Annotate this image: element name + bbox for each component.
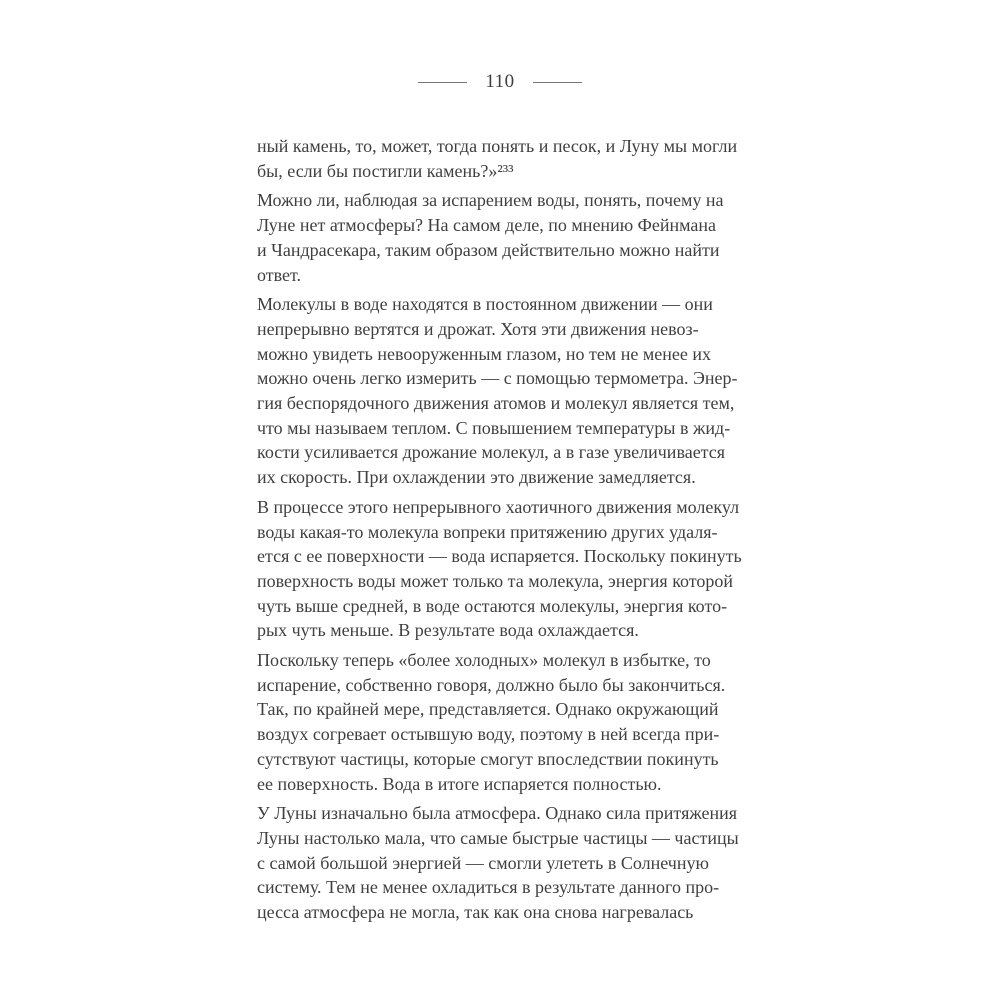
paragraph-5 <box>257 648 745 796</box>
text-line: В процессе этого непрерывного хаотичного движения молекул <box>257 496 740 517</box>
text-line: и Чандрасекара, таким образом действительно можно найти <box>257 239 720 260</box>
text-line: рых чуть меньше. В результате вода охлаждается. <box>257 620 639 641</box>
page-number: 110 <box>485 71 515 92</box>
text-line: сутствуют частицы, которые смогут впоследствии покинуть <box>257 748 719 769</box>
text-block <box>257 134 745 930</box>
text-line: Поскольку теперь «более холодных» молекул в избытке, то <box>257 650 711 671</box>
page-header <box>0 71 1000 93</box>
paragraph-3 <box>257 292 745 490</box>
text-line: Луны настолько мала, что самые быстрые частицы — частицы <box>257 827 739 848</box>
text-line: Молекулы в воде находятся в постоянном движении — они <box>257 294 713 315</box>
text-line: поверхность воды может только та молекула, энергия которой <box>257 570 734 591</box>
text-line: воды какая-то молекула вопреки притяжению других удаля- <box>257 521 718 542</box>
text-line: Луне нет атмосферы? На самом деле, по мнению Фейнмана <box>257 215 716 236</box>
text-line: бы, если бы постигли камень?»²³³ <box>257 160 514 181</box>
text-line: испарение, собственно говоря, должно было бы закончиться. <box>257 674 726 695</box>
text-line: воздух согревает остывшую воду, поэтому в ней всегда при- <box>257 724 720 745</box>
paragraph-4 <box>257 495 745 643</box>
paragraph-1 <box>257 134 745 183</box>
text-line: можно увидеть невооруженным глазом, но тем не менее их <box>257 343 711 364</box>
text-line: ный камень, то, может, тогда понять и песок, и Луну мы могли <box>257 136 738 156</box>
paragraph-2 <box>257 188 745 287</box>
text-line: цесса атмосфера не могла, так как она снова нагревалась <box>257 902 694 923</box>
text-line: чуть выше средней, в воде остаются молекулы, энергия кото- <box>257 595 728 616</box>
text-line: что мы называем теплом. С повышением температуры в жид- <box>257 417 731 438</box>
text-line: можно очень легко измерить — с помощью термометра. Энер- <box>257 368 738 389</box>
text-line: кости усиливается дрожание молекул, а в газе увеличивается <box>257 442 726 463</box>
text-line: Так, по крайней мере, представляется. Однако окружающий <box>257 699 719 720</box>
header-rule-right <box>533 82 582 83</box>
header-rule-left <box>418 82 467 83</box>
text-line: ее поверхность. Вода в итоге испаряется полностью. <box>257 773 662 794</box>
paragraph-6 <box>257 801 745 925</box>
text-line: непрерывно вертятся и дрожат. Хотя эти движения невоз- <box>257 318 699 339</box>
text-line: их скорость. При охлаждении это движение замедляется. <box>257 467 696 488</box>
text-line: ется с ее поверхности — вода испаряется. Поскольку покинуть <box>257 546 742 567</box>
text-line: систему. Тем не менее охладиться в результате данного про- <box>257 877 720 898</box>
text-line: гия беспорядочного движения атомов и молекул является тем, <box>257 393 735 414</box>
text-line: ответ. <box>257 264 302 285</box>
text-line: с самой большой энергией — смогли улететь в Солнечную <box>257 852 709 873</box>
text-line: Можно ли, наблюдая за испарением воды, понять, почему на <box>257 190 724 211</box>
text-line: У Луны изначально была атмосфера. Однако сила притяжения <box>257 803 738 824</box>
